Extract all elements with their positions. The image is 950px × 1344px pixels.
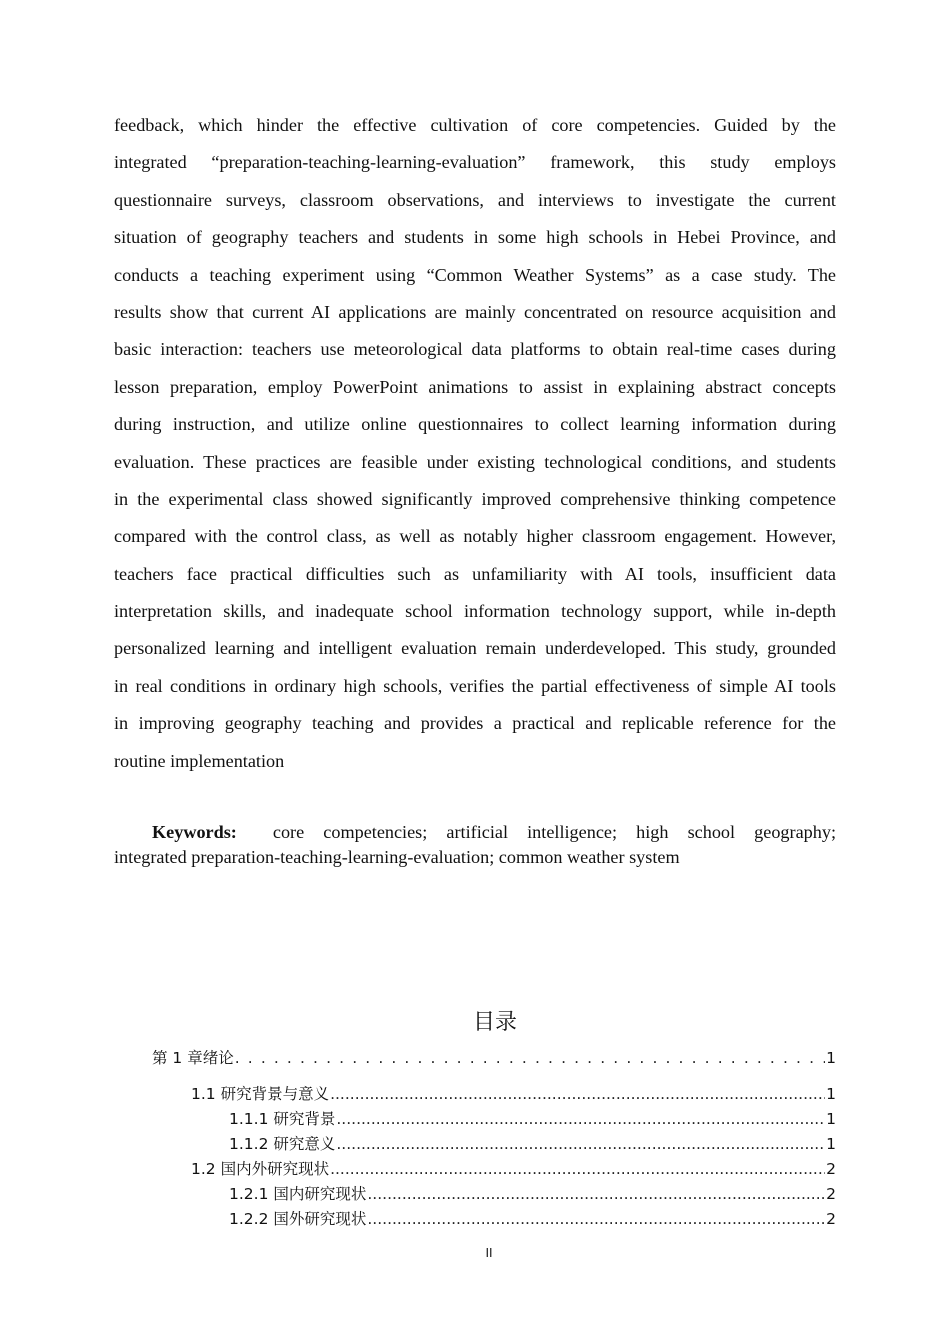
abstract-line: lesson preparation, employ PowerPoint animations to assist in explaining abstract concepts — [114, 376, 836, 397]
toc-entry-page: 1 — [826, 1049, 836, 1067]
abstract-line: routine implementation — [114, 750, 285, 771]
toc-leader-dots — [336, 1135, 825, 1153]
toc-entry-page: 1 — [826, 1085, 836, 1103]
toc-leader-dots — [336, 1110, 825, 1128]
toc-entry-label: 1.2.1 国内研究现状 — [229, 1185, 367, 1203]
toc-entry-label: 1.1.1 研究背景 — [229, 1110, 336, 1128]
abstract-line: compared with the control class, as well as notably higher classroom engagement. However, — [114, 526, 836, 547]
toc-entry-page: 1 — [826, 1135, 836, 1153]
toc-entry-1-1[interactable] — [191, 1082, 836, 1104]
page-number: II — [485, 1246, 493, 1260]
toc-entry-1-1-2[interactable] — [229, 1132, 836, 1154]
keywords-text-1: core competencies; artificial intelligence; high school geography; — [272, 822, 836, 842]
abstract-line: questionnaire surveys, classroom observations, and interviews to investigate the current — [114, 189, 836, 210]
abstract-line: evaluation. These practices are feasible under existing technological conditions, and students — [114, 451, 836, 472]
abstract-line: situation of geography teachers and students in some high schools in Hebei Province, and — [114, 227, 836, 248]
keywords-block — [114, 820, 836, 870]
abstract-line: personalized learning and intelligent evaluation remain underdeveloped. This study, grounded — [114, 638, 836, 659]
abstract-line: in real conditions in ordinary high schools, verifies the partial effectiveness of simple AI tools — [114, 675, 836, 696]
toc-entry-page: 1 — [826, 1110, 836, 1128]
toc-leader-dots — [367, 1210, 825, 1228]
abstract-line: conducts a teaching experiment using “Common Weather Systems” as a case study. The — [114, 264, 836, 285]
toc-entry-1-2-1[interactable] — [229, 1182, 836, 1204]
toc-leader-dots — [330, 1085, 825, 1103]
keywords-label: Keywords: — [152, 822, 237, 842]
toc-leader-dots — [330, 1160, 825, 1178]
toc-entry-label: 1.1.2 研究意义 — [229, 1135, 336, 1153]
toc-title: 目录 — [472, 1010, 517, 1035]
keywords-line — [114, 820, 836, 845]
toc-entry-label: 1.2 国内外研究现状 — [191, 1160, 330, 1178]
abstract-line: in improving geography teaching and provides a practical and replicable reference for the — [114, 713, 836, 734]
toc-entry-1-2[interactable] — [191, 1157, 836, 1179]
toc-entry-1-2-2[interactable] — [229, 1207, 836, 1229]
toc-entry-page: 2 — [826, 1185, 836, 1203]
keywords-text-2: integrated preparation-teaching-learning-evaluation; common weather system — [114, 847, 680, 867]
toc-entry-1-1-1[interactable] — [229, 1107, 836, 1129]
toc-leader-dots — [367, 1185, 825, 1203]
abstract-line: integrated “preparation-teaching-learning-evaluation” framework, this study employs — [114, 152, 836, 173]
abstract-line: feedback, which hinder the effective cultivation of core competencies. Guided by the — [114, 115, 836, 135]
abstract-line: teachers face practical difficulties such as unfamiliarity with AI tools, insufficient data — [114, 563, 836, 584]
toc-entry-label: 1.1 研究背景与意义 — [191, 1085, 330, 1103]
toc-entry-page: 2 — [826, 1160, 836, 1178]
toc-entry-chapter-1[interactable] — [152, 1046, 836, 1068]
abstract-body — [114, 107, 836, 780]
toc-leader-dots — [235, 1049, 825, 1067]
toc-entry-page: 2 — [826, 1210, 836, 1228]
abstract-line: in the experimental class showed significantly improved comprehensive thinking competence — [114, 488, 836, 509]
toc-entry-label: 1.2.2 国外研究现状 — [229, 1210, 367, 1228]
abstract-line: results show that current AI applications are mainly concentrated on resource acquisition and — [114, 301, 836, 322]
abstract-line: basic interaction: teachers use meteorological data platforms to obtain real-time cases during — [114, 339, 836, 360]
toc-entry-label: 第 1 章绪论 — [152, 1049, 234, 1067]
abstract-line: interpretation skills, and inadequate school information technology support, while in-depth — [114, 601, 836, 622]
abstract-line: during instruction, and utilize online questionnaires to collect learning information during — [114, 414, 836, 435]
